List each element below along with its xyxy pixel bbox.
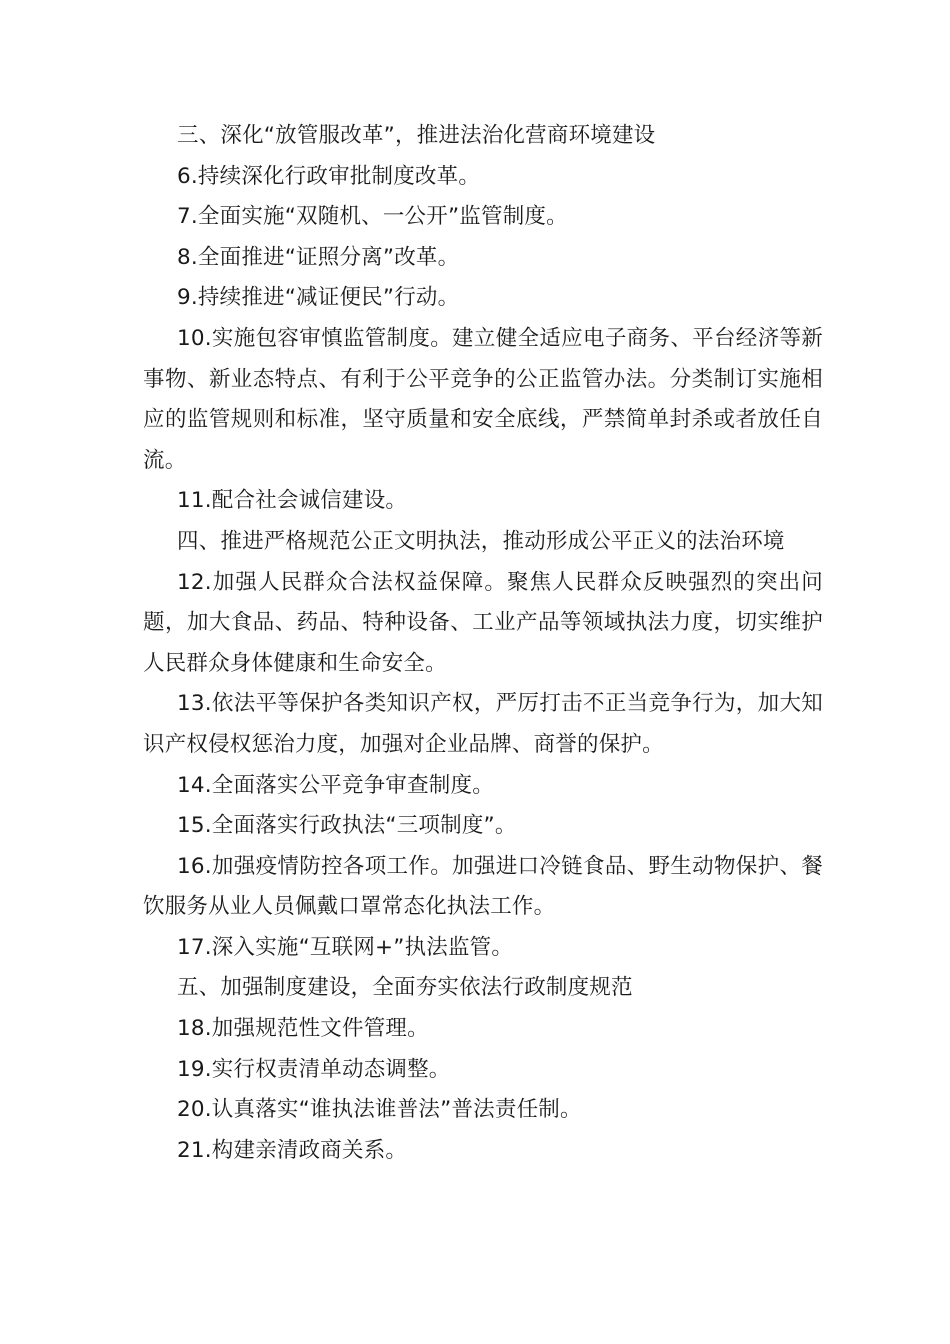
- list-item-19: 19.实行权责清单动态调整。: [177, 1056, 451, 1082]
- document-body: [143, 116, 823, 1171]
- list-item-9: 9.持续推进“减证便民”行动。: [177, 285, 460, 311]
- section-heading-3: 三、深化“放管服改革”，推进法治化营商环境建设: [177, 123, 656, 148]
- list-item-10: 10.实施包容审慎监管制度。建立健全适应电子商务、平台经济等新事物、新业态特点、有利于公平竞争的公正监管办法。分类制订实施相应的监管规则和标准，坚守质量和安全底线，严禁简单封杀或者放任自流。: [143, 325, 823, 473]
- list-item-17: 17.深入实施“互联网+”执法监管。: [177, 934, 514, 960]
- list-item-14: 14.全面落实公平竞争审查制度。: [177, 772, 494, 798]
- list-item-11: 11.配合社会诚信建设。: [177, 488, 408, 514]
- list-item-6: 6.持续深化行政审批制度改革。: [177, 163, 481, 189]
- list-item-18: 18.加强规范性文件管理。: [177, 1016, 429, 1042]
- section-heading-4: 四、推进严格规范公正文明执法，推动形成公平正义的法治环境: [177, 528, 785, 554]
- list-item-16: 16.加强疫情防控各项工作。加强进口冷链食品、野生动物保护、餐饮服务从业人员佩戴口罩常态化执法工作。: [143, 853, 823, 920]
- list-item-15: 15.全面落实行政执法“三项制度”。: [177, 813, 517, 839]
- list-item-12: 12.加强人民群众合法权益保障。聚焦人民群众反映强烈的突出问题，加大食品、药品、特种设备、工业产品等领域执法力度，切实维护人民群众身体健康和生命安全。: [143, 569, 823, 676]
- list-item-7: 7.全面实施“双随机、一公开”监管制度。: [177, 204, 568, 230]
- section-heading-5: 五、加强制度建设，全面夯实依法行政制度规范: [177, 975, 633, 1001]
- list-item-21: 21.构建亲清政商关系。: [177, 1137, 408, 1163]
- list-item-8: 8.全面推进“证照分离”改革。: [177, 244, 460, 270]
- list-item-13: 13.依法平等保护各类知识产权，严厉打击不正当竞争行为，加大知识产权侵权惩治力度，加强对企业品牌、商誉的保护。: [143, 691, 823, 757]
- list-item-20: 20.认真落实“谁执法谁普法”普法责任制。: [177, 1097, 582, 1123]
